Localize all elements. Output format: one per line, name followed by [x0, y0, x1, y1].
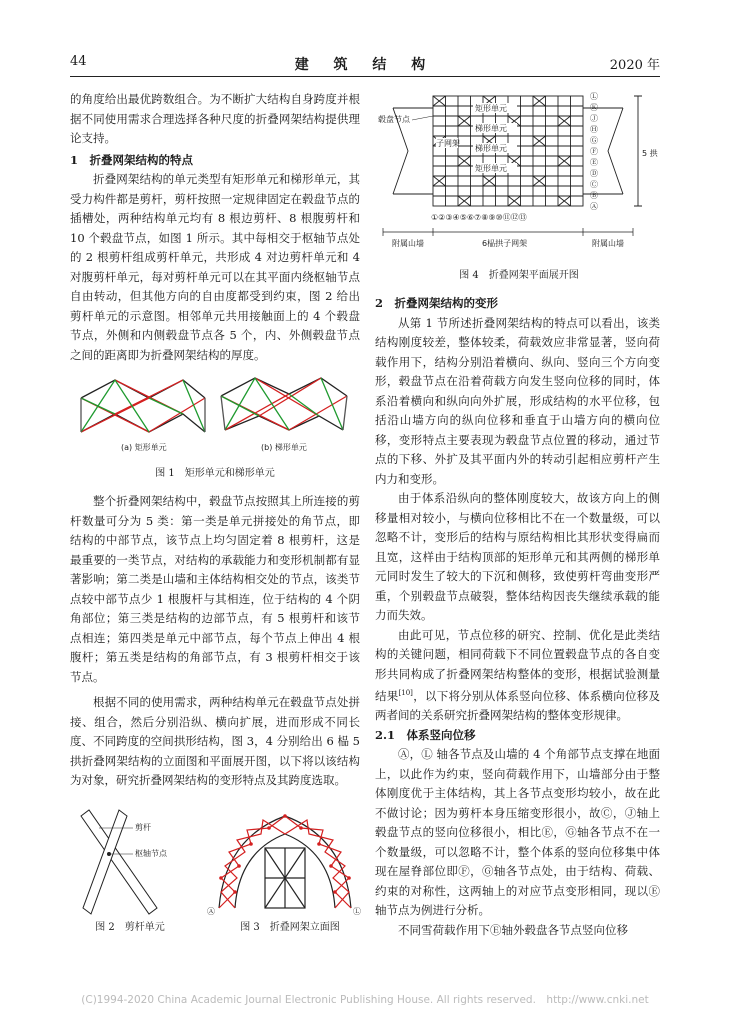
figure-1-caption: 图 1 矩形单元和梯形单元	[155, 468, 275, 479]
axis-letter: Ⓒ	[590, 180, 598, 189]
left-column-top	[70, 90, 360, 365]
figure-1-unit-diagrams	[75, 372, 355, 454]
axis-letter: Ⓑ	[590, 191, 598, 200]
paragraph: Ⓐ，Ⓛ 轴各节点及山墙的 4 个角部节点支撑在地面上，以此作为约束，竖向荷载作用下，山墙部分由于整体刚度优于主体结构，其上各节点变形均较小，故在此不做讨论；因为剪杆本身压缩变形很小，故Ⓒ，Ⓙ轴上毂盘节点的竖向位移很小，相比Ⓔ，Ⓖ轴各节点不在一个数量级，可以忽略不计，整个体系的竖向位移集中体现在屋脊部位即Ⓕ，Ⓖ轴各节点处，由于结构、荷载、约束的对称性，这两轴上的对应节点变形相同，现以Ⓔ轴节点为例进行分析。	[375, 747, 660, 918]
header-rule	[70, 76, 660, 77]
figure-3-elevation	[205, 808, 365, 918]
fig3-axis-l-label: Ⓛ	[353, 907, 361, 916]
paragraph	[375, 626, 660, 726]
rect-unit-drawing	[81, 380, 205, 432]
paragraph: 由于体系沿纵向的整体刚度较大，故该方向上的侧移量相对较小，与横向位移相比不在一个数量级，可以忽略不计，变形后的结构与原结构相比其形状变得扁而且宽，这样由于结构顶部的矩形单元和其两侧的梯形单元同时发生了较大的下沉和侧移，致使剪杆弯曲变形严重，个别毂盘节点破裂，整体结构因丧失继续承载的能力而失效。	[375, 491, 660, 622]
paragraph: 整个折叠网架结构中，毂盘节点按照其上所连接的剪杆数量可分为 5 类：第一类是单元拼接处的角节点，即结构的中部节点，该节点上均匀固定着 8 根剪杆，这是最重要的一类节点，对结构的承载能力和变形机制都有显著影响；第二类是山墙和主体结构相交处的节点，该类节点较中部节点少 1 根腹杆与其相连，位于结构的 4 个阴角部位；第三类是结构的边部节点，有 5 根剪杆和该节点相连；第四类是单元中部节点，每个节点上伸出 4 根腹杆；第五类是结构的角部节点，有 3 根剪杆相交于该节点。	[70, 494, 360, 684]
fig4-axis-letters	[590, 92, 598, 211]
axis-letter: Ⓕ	[590, 147, 598, 156]
axis-letter: Ⓙ	[590, 114, 598, 123]
fig2-rod-label: 剪杆	[135, 823, 151, 832]
axis-letter: Ⓐ	[590, 202, 598, 211]
fig4-rect-label-2: 矩形单元	[475, 164, 507, 173]
fig4-bottom-right-label: 附属山墙	[592, 239, 624, 248]
paragraph: 从第 1 节所述折叠网架结构的特点可以看出，该类结构刚度较差，整体较柔，荷载效应非常显著，竖向荷载作用下，结构分别沿着横向、纵向、竖向三个方向变形，毂盘节点在沿着荷载方向发生竖向位移的同时，体系沿着横向和纵向向外扩展，形成结构的水平位移，包括沿山墙方向的纵向位移和垂直于山墙方向的横向位移，变形特点主要表现为毂盘节点位置的移动，通过节点的下移、外扩及其平面内外的转动引起相应剪杆产生内力和变形。	[375, 315, 660, 486]
page-number: 44	[70, 54, 87, 69]
copyright-footer: (C)1994-2020 China Academic Journal Electronic Publishing House. All rights reserved. http://www.cnki.net	[81, 994, 649, 1006]
fig4-span-label: 5 拱	[642, 149, 658, 158]
fig3-axis-a-label: Ⓐ	[207, 907, 215, 916]
left-column-bottom	[70, 492, 360, 791]
fig1-sub-a-label: (a) 矩形单元	[121, 443, 167, 452]
figure-4-plan	[378, 86, 660, 256]
axis-letter: Ⓚ	[590, 103, 598, 112]
fig4-rect-label: 矩形单元	[475, 104, 507, 113]
axis-letter: Ⓔ	[590, 158, 598, 167]
fig4-bottom-left-label: 附属山墙	[392, 239, 424, 248]
fig4-axis-numbers: ①②③④⑤⑥⑦⑧⑨⑩⑪⑫⑬	[431, 213, 527, 222]
paragraph: 根据不同的使用需求，两种结构单元在毂盘节点处拼接、组合，然后分别沿纵、横向扩展，进而形成不同长度、不同跨度的空间拱形结构，图 3，4 分别给出 6 榀 5 拱折叠网架结构的立面图和平面展开图，以下将以该结构为对象，研究折叠网架结构的变形特点及其跨度选取。	[70, 695, 360, 787]
subsection-2-1-title: 2.1 体系竖向位移	[375, 727, 476, 742]
figure-3-caption: 图 3 折叠网架立面图	[240, 922, 340, 933]
fig4-trap-label: 梯形单元	[475, 124, 507, 133]
trapezoid-unit-drawing	[221, 378, 347, 430]
paragraph: 折叠网架结构的单元类型有矩形单元和梯形单元，其受力构件都是剪杆，剪杆按照一定规律固定在毂盘节点的插槽处，两种结构单元均有 8 根边剪杆、8 根腹剪杆和 10 个毂盘节点，如图 1 所示。其中每相交于枢轴节点处的 2 根剪杆组成剪杆单元，共形成 4 对边剪杆单元和 4 对腹剪杆单元，每对剪杆单元可以在其平面内绕枢轴节点自由转动，但其他方向的自由度都受到约束，图 2 给出剪杆单元的示意图。相邻单元共用接触面上的 4 个毂盘节点，外侧和内侧毂盘节点各 5 个，内、外侧毂盘节点之间的距离即为折叠网架结构的厚度。	[70, 172, 360, 362]
journal-title: 建 筑 结 构	[294, 57, 436, 73]
paragraph: 不同雪荷载作用下Ⓔ轴外毂盘各节点竖向位移	[398, 922, 628, 937]
axis-letter: Ⓗ	[590, 125, 598, 134]
citation[interactable]: [10]	[398, 689, 413, 697]
fig4-bottom-mid-label: 6榀拱子网架	[482, 239, 528, 248]
axis-letter: Ⓛ	[590, 92, 598, 101]
right-column	[375, 292, 660, 940]
fig4-trap-label-2: 梯形单元	[475, 144, 507, 153]
figure-2-scissor-unit	[75, 808, 195, 916]
fig4-truss-label: 子网架	[436, 139, 460, 148]
fig1-sub-b-label: (b) 梯形单元	[261, 443, 307, 452]
axis-letter: Ⓓ	[590, 169, 598, 178]
paragraph-text: ，以下将分别从体系竖向位移、体系横向位移及两者间的关系研究折叠网架结构的整体变形规律。	[375, 688, 661, 723]
section-1-title: 1 折叠网架结构的特点	[70, 152, 194, 167]
axis-letter: Ⓖ	[590, 136, 598, 145]
journal-year: 2020 年	[609, 58, 660, 73]
section-2-title: 2 折叠网架结构的变形	[375, 296, 499, 310]
paragraph-text: 由此可见，节点位移的研究、控制、优化是此类结构的关键问题，相同荷载下不同位置毂盘节点的各自变形共同构成了折叠网架结构整体的变形，根据试验测量结果	[375, 627, 660, 703]
page-header	[0, 54, 730, 74]
figure-2-caption: 图 2 剪杆单元	[95, 922, 165, 933]
fig2-pivot-label: 枢轴节点	[135, 849, 167, 858]
intro-paragraph: 的角度给出最优跨数组合。为不断扩大结构自身跨度并根据不同使用需求合理选择各种尺度的折叠网架结构提供理论支持。	[70, 92, 360, 145]
fig4-hub-label: 毂盘节点	[378, 115, 410, 124]
figure-4-caption: 图 4 折叠网架平面展开图	[459, 270, 579, 281]
